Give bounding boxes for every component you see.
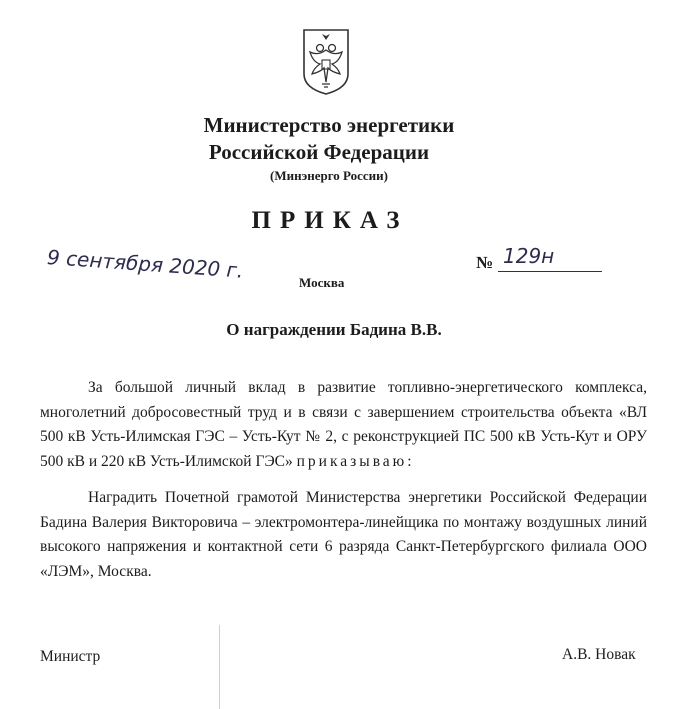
order-number-handwritten: 129н — [503, 244, 555, 268]
order-date-handwritten: 9 сентября 2020 г. — [46, 245, 245, 283]
scan-fold-line — [219, 625, 220, 709]
body-paragraph-1 — [40, 376, 647, 474]
order-number-label: № — [476, 253, 494, 272]
signatory-name: А.В. Новак — [562, 646, 636, 663]
ministry-name-line2: Российской Федерации — [208, 140, 430, 164]
order-subject: О награждении Бадина В.В. — [226, 320, 442, 339]
ministry-short-name: (Минэнерго России) — [270, 168, 388, 183]
order-number-underline — [498, 271, 602, 272]
signatory-title: Министр — [40, 648, 101, 665]
paragraph-1-text: За большой личный вклад в развитие топливно-энергетического комплекса, многолетний добросовестный труд и в связи с завершением строительства объекта «ВЛ 500 кВ Усть-Илимская ГЭС – Усть-Кут № 2, с реконструкцией ПС 500 кВ Усть-Кут и ОРУ 500 кВ и 220 кВ Усть-Илимской ГЭС» — [40, 379, 647, 470]
document-type-title: ПРИКАЗ — [251, 207, 409, 234]
city-label: Москва — [299, 275, 345, 290]
body-paragraph-2: Наградить Почетной грамотой Министерства энергетики Российской Федерации Бадина Валерия Викторовича – электромонтера-линейщика по монтажу воздушных линий высокого напряжения и контактной сети 6 разряда Санкт-Петербургского филиала ООО «ЛЭМ», Москва. — [40, 489, 647, 580]
ministry-name-line1: Министерство энергетики — [203, 113, 455, 137]
order-word: приказываю: — [296, 452, 415, 470]
coat-of-arms-emblem — [300, 26, 352, 96]
